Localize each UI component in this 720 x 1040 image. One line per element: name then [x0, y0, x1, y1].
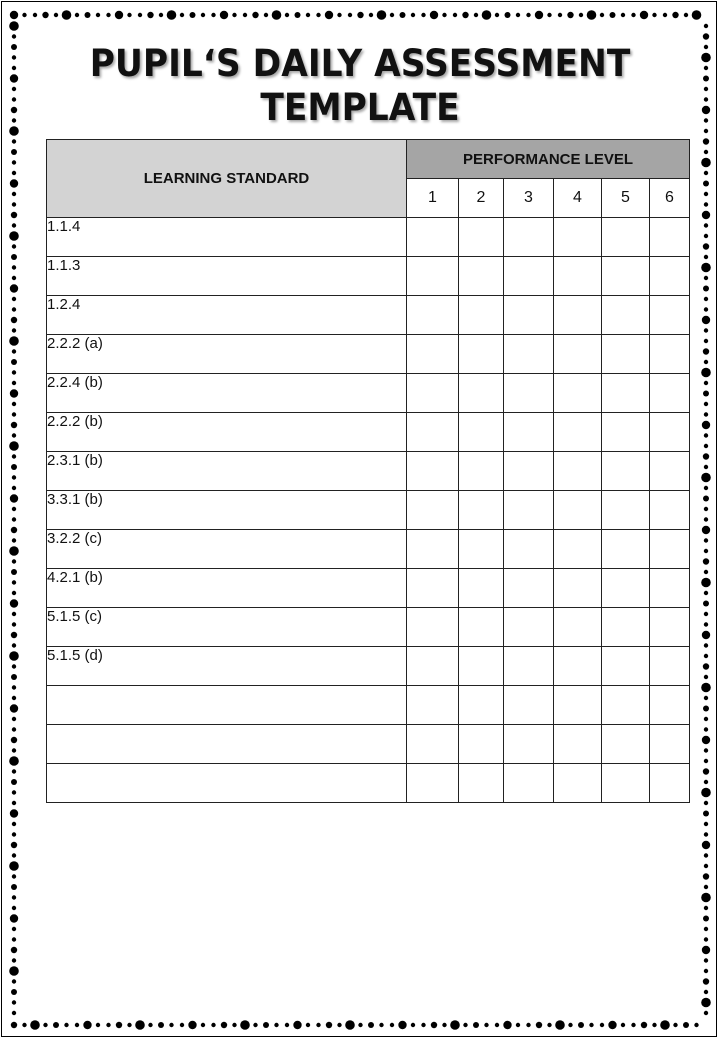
level-header-5: 5 [602, 179, 650, 218]
performance-level-cell[interactable] [650, 608, 690, 647]
learning-standard-cell: 1.2.4 [47, 296, 407, 335]
performance-level-cell[interactable] [407, 335, 459, 374]
performance-level-cell[interactable] [459, 725, 504, 764]
performance-level-cell[interactable] [602, 647, 650, 686]
table-row [47, 335, 690, 374]
performance-level-cell[interactable] [459, 764, 504, 803]
performance-level-header: PERFORMANCE LEVEL [407, 140, 690, 179]
performance-level-cell[interactable] [407, 374, 459, 413]
learning-standard-cell: 5.1.5 (c) [47, 608, 407, 647]
performance-level-cell[interactable] [554, 725, 602, 764]
learning-standard-cell: 1.1.4 [47, 218, 407, 257]
performance-level-cell[interactable] [650, 491, 690, 530]
learning-standard-cell: 1.1.3 [47, 257, 407, 296]
performance-level-cell[interactable] [407, 725, 459, 764]
performance-level-cell[interactable] [650, 374, 690, 413]
table-row [47, 491, 690, 530]
performance-level-cell[interactable] [554, 764, 602, 803]
performance-level-cell[interactable] [554, 296, 602, 335]
performance-level-cell[interactable] [407, 608, 459, 647]
performance-level-cell[interactable] [554, 257, 602, 296]
performance-level-cell[interactable] [554, 452, 602, 491]
table-row [47, 257, 690, 296]
performance-level-cell[interactable] [459, 218, 504, 257]
performance-level-cell[interactable] [407, 491, 459, 530]
performance-level-cell[interactable] [407, 218, 459, 257]
performance-level-cell[interactable] [650, 452, 690, 491]
learning-standard-cell [47, 764, 407, 803]
performance-level-cell[interactable] [504, 686, 554, 725]
level-header-3: 3 [504, 179, 554, 218]
learning-standard-cell [47, 686, 407, 725]
learning-standard-cell: 2.2.4 (b) [47, 374, 407, 413]
performance-level-cell[interactable] [602, 608, 650, 647]
performance-level-cell[interactable] [504, 491, 554, 530]
level-header-6: 6 [650, 179, 690, 218]
table-row [47, 608, 690, 647]
performance-level-cell[interactable] [459, 647, 504, 686]
performance-level-cell[interactable] [504, 374, 554, 413]
performance-level-cell[interactable] [504, 335, 554, 374]
performance-level-cell[interactable] [407, 257, 459, 296]
performance-level-cell[interactable] [602, 491, 650, 530]
performance-level-cell[interactable] [407, 686, 459, 725]
performance-level-cell[interactable] [459, 296, 504, 335]
performance-level-cell[interactable] [650, 257, 690, 296]
performance-level-cell[interactable] [459, 257, 504, 296]
table-row [47, 764, 690, 803]
learning-standard-cell: 3.2.2 (c) [47, 530, 407, 569]
performance-level-cell[interactable] [650, 413, 690, 452]
learning-standard-cell: 2.2.2 (a) [47, 335, 407, 374]
performance-level-cell[interactable] [650, 647, 690, 686]
performance-level-cell[interactable] [650, 725, 690, 764]
performance-level-cell[interactable] [650, 530, 690, 569]
performance-level-cell[interactable] [650, 218, 690, 257]
performance-level-cell[interactable] [407, 530, 459, 569]
learning-standard-cell [47, 725, 407, 764]
performance-level-cell[interactable] [459, 413, 504, 452]
performance-level-cell[interactable] [504, 530, 554, 569]
performance-level-cell[interactable] [602, 452, 650, 491]
performance-level-cell[interactable] [602, 764, 650, 803]
performance-level-cell[interactable] [602, 296, 650, 335]
table-row [47, 569, 690, 608]
table-row [47, 452, 690, 491]
performance-level-cell[interactable] [554, 569, 602, 608]
assessment-table [46, 139, 690, 803]
performance-level-cell[interactable] [504, 647, 554, 686]
performance-level-cell[interactable] [407, 569, 459, 608]
performance-level-cell[interactable] [650, 569, 690, 608]
learning-standard-cell: 5.1.5 (d) [47, 647, 407, 686]
performance-level-cell[interactable] [407, 296, 459, 335]
level-header-4: 4 [554, 179, 602, 218]
performance-level-cell[interactable] [554, 686, 602, 725]
learning-standard-cell: 2.3.1 (b) [47, 452, 407, 491]
performance-level-cell[interactable] [602, 530, 650, 569]
performance-level-cell[interactable] [602, 686, 650, 725]
performance-level-cell[interactable] [459, 608, 504, 647]
performance-level-cell[interactable] [459, 530, 504, 569]
table-row [47, 374, 690, 413]
title-line-1: PUPIL‘S DAILY ASSESSMENT [89, 42, 631, 85]
performance-level-cell[interactable] [602, 218, 650, 257]
title-line-2: TEMPLATE [260, 86, 460, 129]
performance-level-cell[interactable] [650, 335, 690, 374]
table-row [47, 218, 690, 257]
performance-level-cell[interactable] [504, 608, 554, 647]
performance-level-cell[interactable] [504, 296, 554, 335]
table-body [47, 218, 690, 803]
performance-level-cell[interactable] [407, 764, 459, 803]
table-row [47, 530, 690, 569]
performance-level-cell[interactable] [504, 764, 554, 803]
performance-level-cell[interactable] [602, 413, 650, 452]
table-row [47, 413, 690, 452]
performance-level-cell[interactable] [459, 686, 504, 725]
performance-level-cell[interactable] [554, 335, 602, 374]
performance-level-cell[interactable] [504, 569, 554, 608]
performance-level-cell[interactable] [602, 335, 650, 374]
table-row [47, 725, 690, 764]
performance-level-cell[interactable] [504, 452, 554, 491]
page-title [25, 42, 695, 130]
performance-level-cell[interactable] [554, 647, 602, 686]
table-row [47, 686, 690, 725]
performance-level-cell[interactable] [504, 257, 554, 296]
performance-level-cell[interactable] [554, 491, 602, 530]
performance-level-cell[interactable] [554, 413, 602, 452]
performance-level-cell[interactable] [459, 335, 504, 374]
performance-level-cell[interactable] [504, 413, 554, 452]
performance-level-cell[interactable] [602, 725, 650, 764]
performance-level-cell[interactable] [459, 374, 504, 413]
performance-level-cell[interactable] [407, 647, 459, 686]
performance-level-cell[interactable] [602, 374, 650, 413]
performance-level-cell[interactable] [459, 491, 504, 530]
performance-level-cell[interactable] [504, 218, 554, 257]
performance-level-cell[interactable] [407, 413, 459, 452]
performance-level-cell[interactable] [602, 257, 650, 296]
performance-level-cell[interactable] [650, 764, 690, 803]
level-header-1: 1 [407, 179, 459, 218]
performance-level-cell[interactable] [650, 296, 690, 335]
learning-standard-cell: 4.2.1 (b) [47, 569, 407, 608]
table-row [47, 296, 690, 335]
learning-standard-header: LEARNING STANDARD [47, 140, 407, 218]
table-row [47, 647, 690, 686]
performance-level-cell[interactable] [407, 452, 459, 491]
performance-level-cell[interactable] [602, 569, 650, 608]
performance-level-cell[interactable] [650, 686, 690, 725]
performance-level-cell[interactable] [554, 218, 602, 257]
performance-level-cell[interactable] [459, 569, 504, 608]
learning-standard-cell: 2.2.2 (b) [47, 413, 407, 452]
performance-level-cell[interactable] [554, 374, 602, 413]
learning-standard-cell: 3.3.1 (b) [47, 491, 407, 530]
level-header-2: 2 [459, 179, 504, 218]
performance-level-cell[interactable] [554, 608, 602, 647]
performance-level-cell[interactable] [554, 530, 602, 569]
performance-level-cell[interactable] [504, 725, 554, 764]
performance-level-cell[interactable] [459, 452, 504, 491]
